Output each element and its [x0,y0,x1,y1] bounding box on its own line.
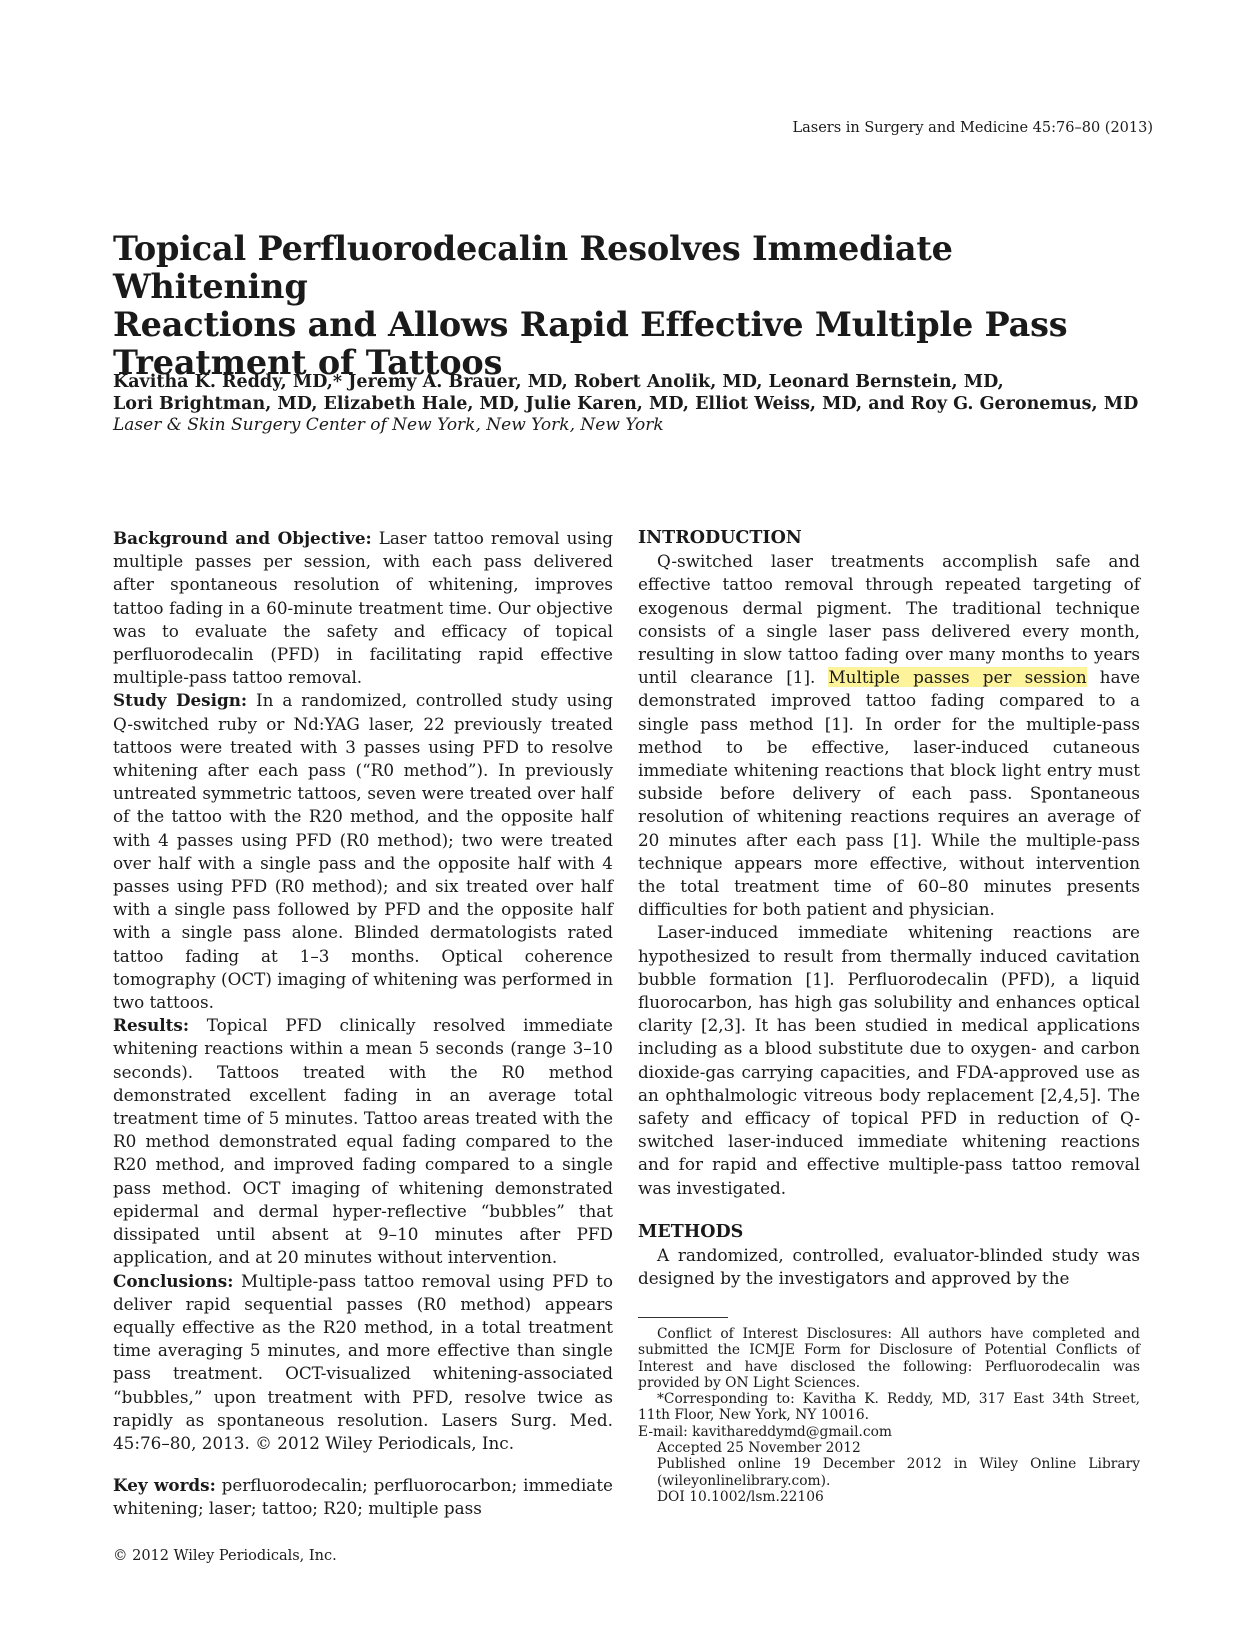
introduction-heading: INTRODUCTION [638,528,802,548]
abstract-column [113,527,613,1521]
affiliation: Laser & Skin Surgery Center of New York, New York, New York [113,415,664,435]
introduction-paragraph-2: Laser-induced immediate whitening reactions are hypothesized to result from thermally induced cavitation bubble formation [1]. Perfluorodecalin (PFD), a liquid fluorocarbon, has high gas solubility and enhances optical clarity [2,3]. It has been studied in medical applications including as a blood substitute due to oxygen- and carbon dioxide-gas carrying capacities, and FDA-approved use as an ophthalmologic vitreous body replacement [2,4,5]. The safety and efficacy of topical PFD in reduction of Q-switched laser-induced immediate whitening reactions and for rapid and effective multiple-pass tattoo removal was investigated. [638,922,1140,1198]
author-line: Kavitha K. Reddy, MD,* Jeremy A. Brauer, MD, Robert Anolik, MD, Leonard Bernstein, MD, [113,372,1004,392]
keywords-text: perfluorodecalin; perfluorocarbon; immediate whitening; laser; tattoo; R20; multiple pass [113,1475,613,1519]
background-label: Background and Objective: [113,528,372,548]
abstract-background [113,527,613,689]
title-line: Treatment of Tattoos [113,343,503,382]
conclusions-label: Conclusions: [113,1270,234,1291]
methods-heading: METHODS [638,1221,744,1242]
author-list [113,371,1143,415]
abstract-conclusions [113,1270,613,1456]
keywords-label: Key words: [113,1475,216,1496]
copyright-footer: © 2012 Wiley Periodicals, Inc. [113,1548,337,1564]
journal-citation: Lasers in Surgery and Medicine 45:76–80 (2013) [792,120,1153,136]
footnotes [638,1317,1140,1505]
methods-paragraph-1: A randomized, controlled, evaluator-blinded study was designed by the investigators and approved by the [638,1245,1140,1289]
footnote-doi: DOI 10.1002/lsm.22106 [657,1488,824,1505]
footnote-published: Published online 19 December 2012 in Wiley Online Library (wileyonlinelibrary.com). [657,1456,1140,1489]
author-line: Lori Brightman, MD, Elizabeth Hale, MD, Julie Karen, MD, Elliot Weiss, MD, and Roy G. Geronemus, MD [113,394,1139,414]
article-title [113,230,1123,382]
title-line: Topical Perfluorodecalin Resolves Immediate Whitening [113,229,953,306]
conclusions-text: Multiple-pass tattoo removal using PFD to deliver rapid sequential passes (R0 method) appears equally effective as the R20 method, in a total treatment time averaging 5 minutes, and more effective than single pass treatment. OCT-visualized whitening-associated “bubbles,” upon treatment with PFD, resolve twice as rapidly as spontaneous resolution. Lasers Surg. Med. 45:76–80, 2013. © 2012 Wiley Periodicals, Inc. [113,1270,613,1453]
body-column [638,527,1140,1291]
intro-text: Q-switched laser treatments accomplish safe and effective tattoo removal through repeated targeting of exogenous dermal pigment. The traditional technique consists of a single laser pass delivered every month, resulting in slow tattoo fading over many months to years until clearance [1]. [638,551,1140,688]
footnote-email: E-mail: kavithareddymd@gmail.com [638,1423,893,1440]
footnote-conflict: Conflict of Interest Disclosures: All authors have completed and submitted the ICMJE Form for Disclosure of Potential Conflicts of Interest and have disclosed the following: Perfluorodecalin was provided by ON Light Sciences. [638,1326,1140,1391]
results-label: Results: [113,1015,190,1036]
footnote-accepted: Accepted 25 November 2012 [657,1440,861,1457]
highlighted-text[interactable]: Multiple passes per session [828,667,1087,688]
footnote-rule [638,1317,728,1318]
keywords [113,1474,613,1520]
abstract-design [113,689,613,1014]
abstract-results [113,1014,613,1269]
footnote-corresponding: *Corresponding to: Kavitha K. Reddy, MD, 317 East 34th Street, 11th Floor, New York, NY 10016. [638,1391,1140,1424]
design-text: In a randomized, controlled study using Q-switched ruby or Nd:YAG laser, 22 previously treated tattoos were treated with 3 passes using PFD to resolve whitening after each pass (“R0 method”). In previously untreated symmetric tattoos, seven were treated over half of the tattoo with the R20 method, and the opposite half with 4 passes using PFD (R0 method); two were treated over half with a single pass and the opposite half with 4 passes using PFD (R0 method); and six treated over half with a single pass followed by PFD and the opposite half with a single pass alone. Blinded dermatologists rated tattoo fading at 1–3 months. Optical coherence tomography (OCT) imaging of whitening was performed in two tattoos. [113,690,613,1013]
results-text: Topical PFD clinically resolved immediate whitening reactions within a mean 5 seconds (range 3–10 seconds). Tattoos treated with the R0 method demonstrated excellent fading in an average total treatment time of 5 minutes. Tattoo areas treated with the R0 method demonstrated equal fading compared to the R20 method, and improved fading compared to a single pass method. OCT imaging of whitening demonstrated epidermal and dermal hyper-reflective “bubbles” that dissipated until absent at 9–10 minutes after PFD application, and at 20 minutes without intervention. [113,1015,613,1268]
intro-text: have demonstrated improved tattoo fading compared to a single pass method [1]. In order for the multiple-pass method to be effective, laser-induced cutaneous immediate whitening reactions that block light entry must subside before delivery of each pass. Spontaneous resolution of whitening reactions requires an average of 20 minutes after each pass [1]. While the multiple-pass technique appears more effective, without intervention the total treatment time of 60–80 minutes presents difficulties for both patient and physician. [638,667,1140,920]
title-line: Reactions and Allows Rapid Effective Multiple Pass [113,305,1068,344]
introduction-paragraph-1 [638,550,1140,921]
design-label: Study Design: [113,690,248,711]
background-text: Laser tattoo removal using multiple passes per session, with each pass delivered after spontaneous resolution of whitening, improves tattoo fading in a 60-minute treatment time. Our objective was to evaluate the safety and efficacy of topical perfluorodecalin (PFD) in facilitating rapid effective multiple-pass tattoo removal. [113,528,613,688]
